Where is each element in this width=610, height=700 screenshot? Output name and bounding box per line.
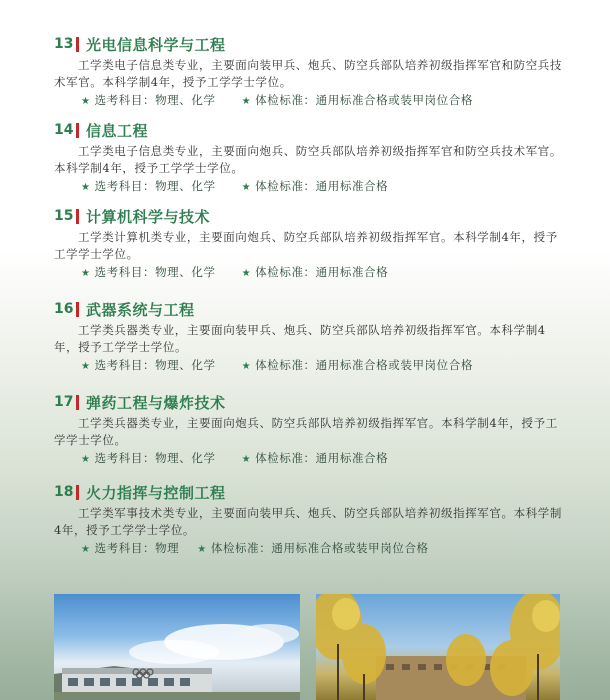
star-icon: ★ — [197, 544, 207, 555]
major-title: 火力指挥与控制工程 — [86, 483, 226, 502]
elective-subjects: 选考科目：物理 — [94, 541, 180, 555]
major-17 — [54, 391, 564, 468]
campus-trees-photo — [316, 594, 560, 700]
elective-subjects: 选考科目：物理、化学 — [94, 451, 216, 465]
major-requirements — [81, 450, 564, 468]
physical-standard: 体检标准：通用标准合格 — [255, 451, 389, 465]
major-description: 工学类电子信息类专业，主要面向炮兵、防空兵部队培养初级指挥军官和防空兵技术军官。本科学制4年，授予工学学士学位。 — [54, 144, 562, 175]
major-requirements — [81, 178, 564, 196]
major-description: 工学类电子信息类专业，主要面向装甲兵、炮兵、防空兵部队培养初级指挥军官和防空兵技术军官。本科学制4年，授予工学学士学位。 — [54, 58, 562, 89]
major-header — [54, 119, 564, 141]
star-icon: ★ — [81, 361, 91, 372]
major-description: 工学类兵器类专业，主要面向炮兵、防空兵部队培养初级指挥军官。本科学制4年，授予工学学士学位。 — [54, 416, 558, 447]
physical-standard: 体检标准：通用标准合格 — [255, 179, 389, 193]
star-icon: ★ — [81, 96, 91, 107]
major-requirements — [81, 264, 564, 282]
major-number: 18 — [54, 484, 74, 500]
star-icon: ★ — [241, 182, 252, 193]
major-number: 15 — [54, 208, 74, 224]
red-bar-icon — [76, 123, 79, 138]
star-icon: ★ — [241, 454, 252, 465]
major-title: 信息工程 — [86, 121, 149, 140]
elective-subjects: 选考科目：物理、化学 — [94, 358, 216, 372]
major-number: 16 — [54, 301, 74, 317]
red-bar-icon — [76, 395, 79, 410]
major-title: 光电信息科学与工程 — [86, 35, 226, 54]
star-icon: ★ — [81, 544, 91, 555]
campus-building-photo — [54, 594, 300, 700]
major-15 — [54, 205, 564, 282]
major-number: 13 — [54, 36, 74, 52]
major-header — [54, 33, 564, 55]
red-bar-icon — [76, 302, 79, 317]
major-13 — [54, 33, 564, 110]
red-bar-icon — [76, 209, 79, 224]
major-requirements — [81, 357, 564, 375]
major-title: 弹药工程与爆炸技术 — [86, 393, 226, 412]
major-requirements — [81, 540, 564, 558]
red-bar-icon — [76, 37, 79, 52]
physical-standard: 体检标准：通用标准合格 — [255, 265, 389, 279]
major-requirements — [81, 92, 564, 110]
star-icon: ★ — [81, 454, 91, 465]
major-header — [54, 391, 564, 413]
major-header — [54, 298, 564, 320]
physical-standard: 体检标准：通用标准合格或装甲岗位合格 — [255, 358, 473, 372]
elective-subjects: 选考科目：物理、化学 — [94, 93, 216, 107]
major-description: 工学类计算机类专业，主要面向炮兵、防空兵部队培养初级指挥军官。本科学制4年，授予工学学士学位。 — [54, 230, 558, 261]
star-icon: ★ — [241, 96, 252, 107]
red-bar-icon — [76, 485, 79, 500]
major-18 — [54, 481, 564, 558]
elective-subjects: 选考科目：物理、化学 — [94, 265, 216, 279]
major-header — [54, 481, 564, 503]
elective-subjects: 选考科目：物理、化学 — [94, 179, 216, 193]
major-description: 工学类军事技术类专业，主要面向装甲兵、炮兵、防空兵部队培养初级指挥军官。本科学制4年，授予工学学士学位。 — [54, 506, 562, 537]
major-number: 14 — [54, 122, 74, 138]
physical-standard: 体检标准：通用标准合格或装甲岗位合格 — [210, 541, 429, 555]
building-illustration — [54, 594, 300, 700]
star-icon: ★ — [241, 361, 252, 372]
major-header — [54, 205, 564, 227]
major-16 — [54, 298, 564, 375]
major-14 — [54, 119, 564, 196]
star-icon: ★ — [81, 182, 91, 193]
major-number: 17 — [54, 394, 74, 410]
major-description: 工学类兵器类专业，主要面向装甲兵、炮兵、防空兵部队培养初级指挥军官。本科学制4年，授予工学学士学位。 — [54, 323, 546, 354]
trees-illustration — [316, 594, 560, 700]
physical-standard: 体检标准：通用标准合格或装甲岗位合格 — [255, 93, 473, 107]
star-icon: ★ — [81, 268, 91, 279]
major-title: 计算机科学与技术 — [86, 207, 211, 226]
star-icon: ★ — [241, 268, 252, 279]
major-title: 武器系统与工程 — [86, 300, 195, 319]
